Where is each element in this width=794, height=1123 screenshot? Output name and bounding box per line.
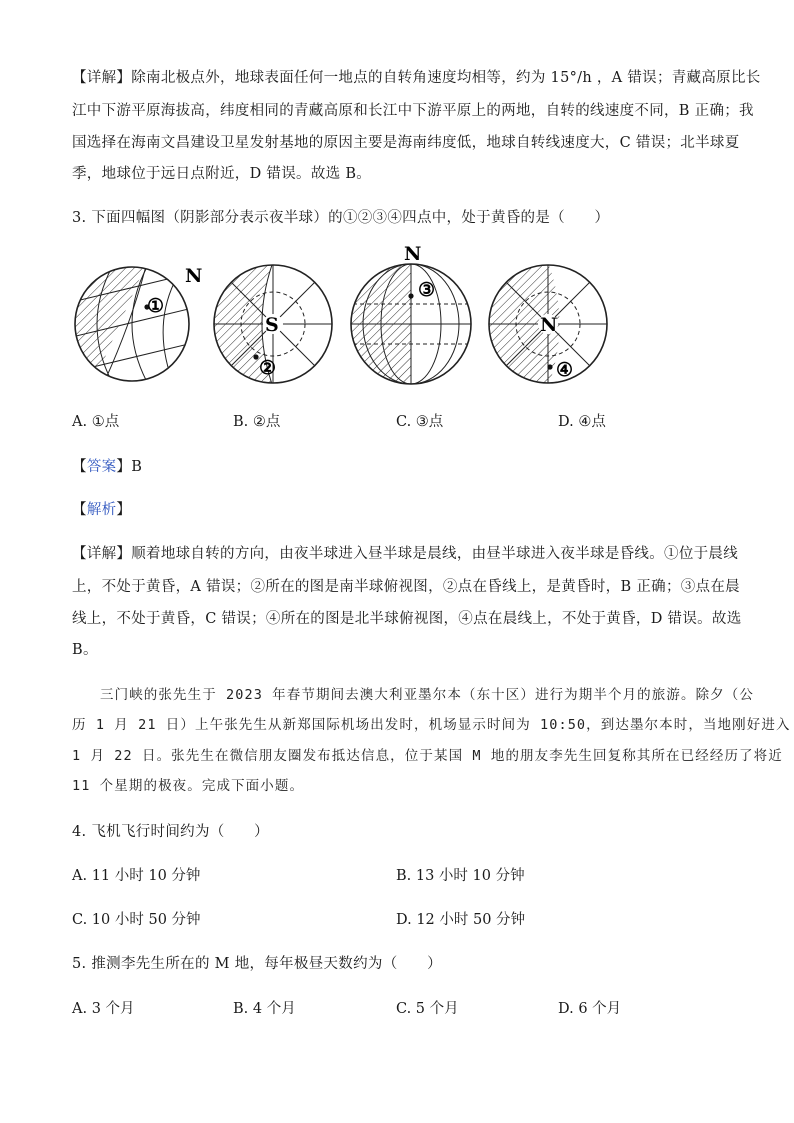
passage-line-3: 1 月 22 日。张先生在微信朋友圈发布抵达信息，位于某国 M 地的朋友李先生回复称其所在已经经历了将近 — [72, 748, 783, 764]
q5-option-c[interactable]: C. 5 个月 — [396, 1001, 459, 1017]
passage-line-2: 历 1 月 21 日）上午张先生从新郑国际机场出发时，机场显示时间为 10:50，到达墨尔本时，当地刚好进入 — [72, 717, 791, 733]
point-label-4: ④ — [556, 359, 574, 381]
q3-option-a[interactable]: A. ①点 — [72, 414, 120, 430]
q5-option-a[interactable]: A. 3 个月 — [72, 1001, 135, 1017]
question-3-stem: 3. 下面四幅图（阴影部分表示夜半球）的①②③④四点中，处于黄昏的是（ ） — [72, 210, 610, 226]
analysis-heading: 【解析】 — [72, 502, 132, 518]
detail-tag: 详解 — [86, 70, 117, 86]
explanation-q2-line-3: 国选择在海南文昌建设卫星发射基地的原因主要是海南纬度低，地球自转线速度大，C 错误；北半球夏 — [72, 135, 740, 151]
pole-label-n: N — [404, 243, 422, 265]
pole-label-n: N — [540, 314, 558, 336]
q3-option-d[interactable]: D. ④点 — [558, 414, 606, 430]
q3-detail-line-3: 线上，不处于黄昏，C 错误；④所在的图是北半球俯视图，④点在晨线上，不处于黄昏，D 错误。故选 — [72, 611, 742, 627]
detail-tag: 详解 — [86, 546, 117, 562]
answer-value: B — [131, 459, 143, 475]
globe-figure-2 — [211, 262, 336, 387]
passage-line-4: 11 个星期的极夜。完成下面小题。 — [72, 778, 305, 794]
analysis-tag: 解析 — [86, 502, 117, 518]
point-dot — [547, 364, 552, 369]
explanation-q2-line-4: 季，地球位于远日点附近，D 错误。故选 B。 — [72, 166, 372, 182]
q5-option-b[interactable]: B. 4 个月 — [233, 1001, 296, 1017]
q3-option-c[interactable]: C. ③点 — [396, 414, 444, 430]
question-4-stem: 4. 飞机飞行时间约为（ ） — [72, 824, 269, 840]
pole-label-s: S — [265, 314, 279, 336]
answer-line: 【答案】B — [72, 459, 143, 475]
q4-option-d[interactable]: D. 12 小时 50 分钟 — [396, 912, 526, 928]
point-dot — [408, 293, 413, 298]
q4-option-a[interactable]: A. 11 小时 10 分钟 — [72, 868, 201, 884]
globe-figure-3 — [348, 242, 478, 387]
passage-line-1: 三门峡的张先生于 2023 年春节期间去澳大利亚墨尔本（东十区）进行为期半个月的旅游。除夕（公 — [100, 687, 754, 703]
point-label-3: ③ — [418, 279, 436, 301]
q3-detail-line-2: 上，不处于黄昏，A 错误；②所在的图是南半球俯视图，②点在昏线上，是黄昏时，B 正确；③点在晨 — [72, 579, 740, 595]
q3-detail-line-1: 【详解】顺着地球自转的方向，由夜半球进入昼半球是晨线，由昼半球进入夜半球是昏线。①位于晨线 — [72, 546, 739, 562]
q5-option-d[interactable]: D. 6 个月 — [558, 1001, 622, 1017]
point-label-1: ① — [147, 295, 165, 317]
question-5-stem: 5. 推测李先生所在的 M 地，每年极昼天数约为（ ） — [72, 956, 442, 972]
point-dot — [253, 354, 258, 359]
explanation-q2-line-2: 江中下游平原海拔高，纬度相同的青藏高原和长江中下游平原上的两地，自转的线速度不同，B 正确；我 — [72, 103, 754, 119]
pole-label-n: N — [185, 265, 203, 287]
q3-detail-line-4: B。 — [72, 642, 98, 658]
globe-figure-4 — [486, 262, 611, 387]
point-label-2: ② — [259, 357, 277, 379]
q3-option-b[interactable]: B. ②点 — [233, 414, 281, 430]
q4-option-c[interactable]: C. 10 小时 50 分钟 — [72, 912, 201, 928]
q4-option-b[interactable]: B. 13 小时 10 分钟 — [396, 868, 525, 884]
globe-figure-1 — [72, 262, 203, 387]
explanation-q2-line-1: 【详解】除南北极点外，地球表面任何一地点的自转角速度均相等，约为 15°/h ，A 错误；青藏高原比长 — [72, 70, 761, 86]
answer-tag: 答案 — [86, 459, 117, 475]
